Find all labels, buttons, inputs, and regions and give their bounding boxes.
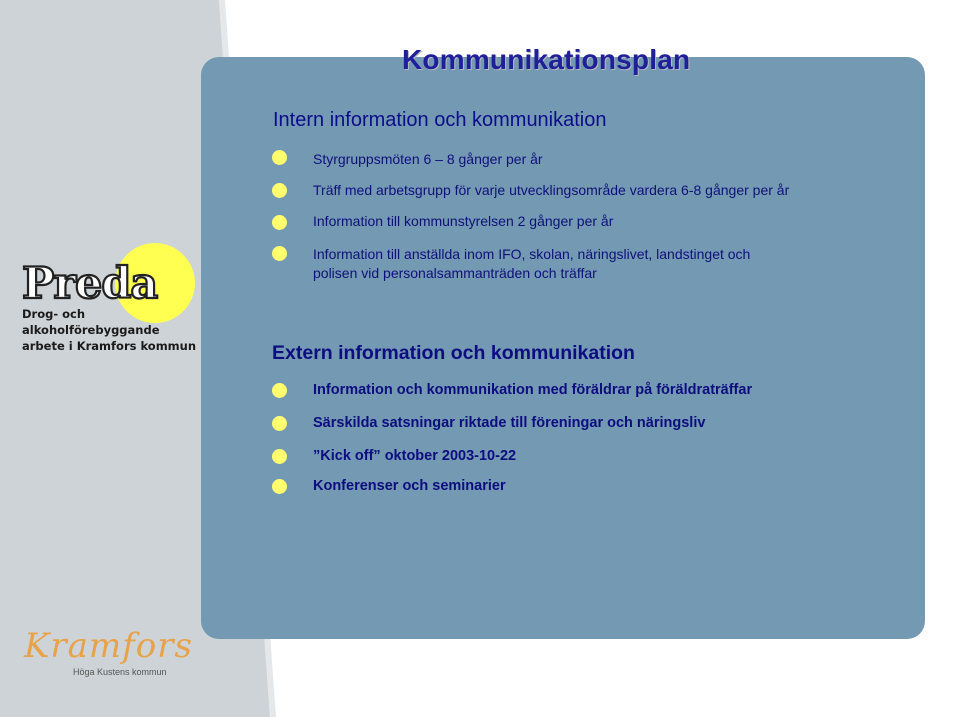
list-item-text: Konferenser och seminarier [313,478,506,494]
list-item-text: Information till kommunstyrelsen 2 gånger per år [313,213,614,229]
extern-heading: Extern information och kommunikation [272,342,635,364]
bullet-dot-icon [272,416,287,431]
bullet-dot-icon [272,383,287,398]
bullet-dot-icon [272,479,287,494]
bullet-dot-icon [272,183,287,198]
preda-subtitle [22,306,196,354]
intern-heading: Intern information och kommunikation [273,109,607,131]
list-item-text: Information till anställda inom IFO, skolan, näringslivet, landstinget och [313,246,751,262]
slide-title: Kommunikationsplan [402,44,691,75]
preda-subtitle-line: arbete i Kramfors kommun [22,339,197,353]
preda-wordmark: Preda [22,259,158,309]
preda-subtitle-line: alkoholförebyggande [22,323,160,337]
list-item-text: Träff med arbetsgrupp för varje utvecklingsområde vardera 6-8 gånger per år [313,182,790,198]
list-item-text: ”Kick off” oktober 2003-10-22 [313,448,517,464]
bullet-dot-icon [272,449,287,464]
bullet-dot-icon [272,246,287,261]
preda-subtitle-line: Drog- och [22,307,86,321]
kramfors-wordmark: Kramfors [24,626,193,666]
kramfors-tagline: Höga Kustens kommun [73,667,167,677]
list-item-text: Styrgruppsmöten 6 – 8 gånger per år [313,151,543,167]
list-item-text: polisen vid personalsammanträden och träffar [313,265,597,281]
bullet-dot-icon [272,150,287,165]
bullet-dot-icon [272,215,287,230]
kramfors-logo [24,626,193,686]
list-item-text: Information och kommunikation med föräldrar på föräldraträffar [313,382,753,398]
preda-logo [20,243,197,353]
list-item-text: Särskilda satsningar riktade till föreningar och näringsliv [313,415,706,431]
